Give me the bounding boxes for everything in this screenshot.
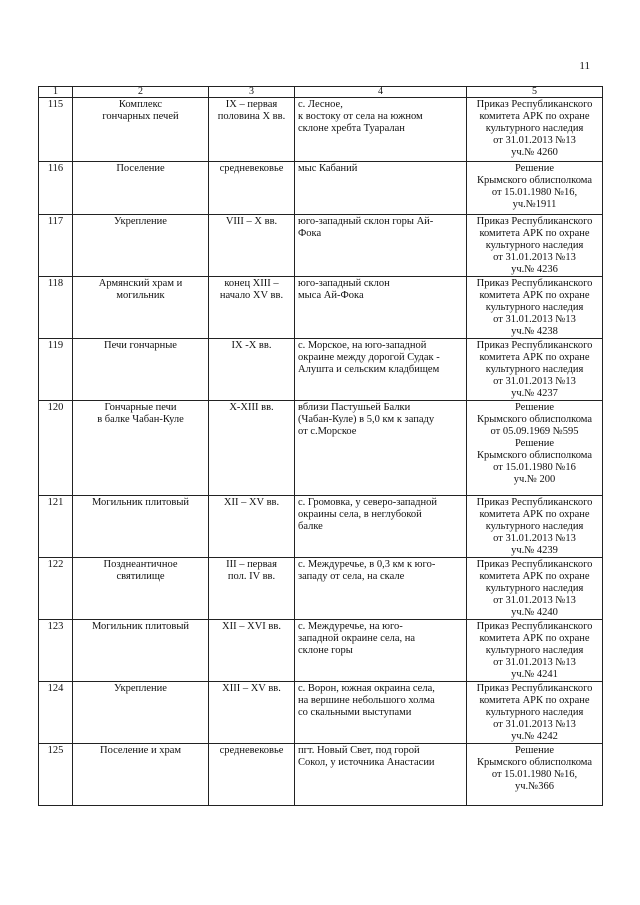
header-col-1: 1 (39, 87, 73, 98)
header-col-3: 3 (209, 87, 295, 98)
protection-document: Решение Крымского облисполкома от 05.09.1969 №595 Решение Крымского облисполкома от 15.01.1980 №16 уч.№ 200 (467, 401, 603, 496)
monument-date: X-XIII вв. (209, 401, 295, 496)
monument-location: с. Морское, на юго-западной окраине между дорогой Судак - Алушта и сельским кладбищем (295, 339, 467, 401)
protection-document: Приказ Республиканского комитета АРК по охране культурного наследия от 31.01.2013 №13 уч.№ 4240 (467, 558, 603, 620)
monument-date: III – первая пол. IV вв. (209, 558, 295, 620)
monument-location: с. Междуречье, на юго- западной окраине села, на склоне горы (295, 620, 467, 682)
monument-date: IX – первая половина X вв. (209, 98, 295, 162)
monument-name: Печи гончарные (73, 339, 209, 401)
monument-date: конец XIII – начало XV вв. (209, 277, 295, 339)
protection-document: Приказ Республиканского комитета АРК по охране культурного наследия от 31.01.2013 №13 уч.№ 4241 (467, 620, 603, 682)
monument-name: Могильник плитовый (73, 620, 209, 682)
row-number: 115 (39, 98, 73, 162)
row-number: 117 (39, 215, 73, 277)
monument-name: Поселение и храм (73, 744, 209, 806)
monument-date: XIII – XV вв. (209, 682, 295, 744)
table-row (39, 744, 603, 806)
header-col-2: 2 (73, 87, 209, 98)
row-number: 119 (39, 339, 73, 401)
monument-date: VIII – X вв. (209, 215, 295, 277)
monument-date: XII – XV вв. (209, 496, 295, 558)
table-row (39, 558, 603, 620)
monument-location: с. Ворон, южная окраина села, на вершине небольшого холма со скальными выступами (295, 682, 467, 744)
table-header-row (39, 87, 603, 98)
protection-document: Приказ Республиканского комитета АРК по охране культурного наследия от 31.01.2013 №13 уч.№ 4236 (467, 215, 603, 277)
protection-document: Приказ Республиканского комитета АРК по охране культурного наследия от 31.01.2013 №13 уч.№ 4238 (467, 277, 603, 339)
table-row (39, 98, 603, 162)
monument-date: IX -X вв. (209, 339, 295, 401)
monument-name: Укрепление (73, 215, 209, 277)
monument-location: пгт. Новый Свет, под горой Сокол, у источника Анастасии (295, 744, 467, 806)
monument-location: с. Лесное, к востоку от села на южном склоне хребта Туаралан (295, 98, 467, 162)
protection-document: Приказ Республиканского комитета АРК по охране культурного наследия от 31.01.2013 №13 уч.№ 4239 (467, 496, 603, 558)
table-body (39, 98, 603, 806)
page-number: 11 (579, 60, 590, 72)
header-col-5: 5 (467, 87, 603, 98)
monument-location: с. Громовка, у северо-западной окраины села, в неглубокой балке (295, 496, 467, 558)
table-row (39, 682, 603, 744)
protection-document: Приказ Республиканского комитета АРК по охране культурного наследия от 31.01.2013 №13 уч.№ 4260 (467, 98, 603, 162)
monument-name: Армянский храм и могильник (73, 277, 209, 339)
monument-location: мыс Кабаний (295, 162, 467, 215)
row-number: 121 (39, 496, 73, 558)
row-number: 125 (39, 744, 73, 806)
monument-name: Укрепление (73, 682, 209, 744)
monument-name: Позднеантичное святилище (73, 558, 209, 620)
row-number: 118 (39, 277, 73, 339)
protection-document: Решение Крымского облисполкома от 15.01.1980 №16, уч.№366 (467, 744, 603, 806)
monument-name: Поселение (73, 162, 209, 215)
row-number: 123 (39, 620, 73, 682)
row-number: 116 (39, 162, 73, 215)
monuments-table (38, 86, 603, 806)
protection-document: Приказ Республиканского комитета АРК по охране культурного наследия от 31.01.2013 №13 уч.№ 4237 (467, 339, 603, 401)
row-number: 122 (39, 558, 73, 620)
monument-location: вблизи Пастушьей Балки (Чабан-Куле) в 5,0 км к западу от с.Морское (295, 401, 467, 496)
table-row (39, 277, 603, 339)
protection-document: Решение Крымского облисполкома от 15.01.1980 №16, уч.№1911 (467, 162, 603, 215)
row-number: 120 (39, 401, 73, 496)
monument-date: XII – XVI вв. (209, 620, 295, 682)
monument-location: юго-западный склон мыса Ай-Фока (295, 277, 467, 339)
table-row (39, 339, 603, 401)
monument-date: средневековье (209, 162, 295, 215)
monument-name: Гончарные печи в балке Чабан-Куле (73, 401, 209, 496)
table-row (39, 496, 603, 558)
row-number: 124 (39, 682, 73, 744)
monument-location: юго-западный склон горы Ай- Фока (295, 215, 467, 277)
monument-name: Комплекс гончарных печей (73, 98, 209, 162)
monument-location: с. Междуречье, в 0,3 км к юго- западу от села, на скале (295, 558, 467, 620)
monument-name: Могильник плитовый (73, 496, 209, 558)
table-row (39, 215, 603, 277)
monument-date: средневековье (209, 744, 295, 806)
table-row (39, 620, 603, 682)
header-col-4: 4 (295, 87, 467, 98)
protection-document: Приказ Республиканского комитета АРК по охране культурного наследия от 31.01.2013 №13 уч.№ 4242 (467, 682, 603, 744)
table-row (39, 162, 603, 215)
table-row (39, 401, 603, 496)
